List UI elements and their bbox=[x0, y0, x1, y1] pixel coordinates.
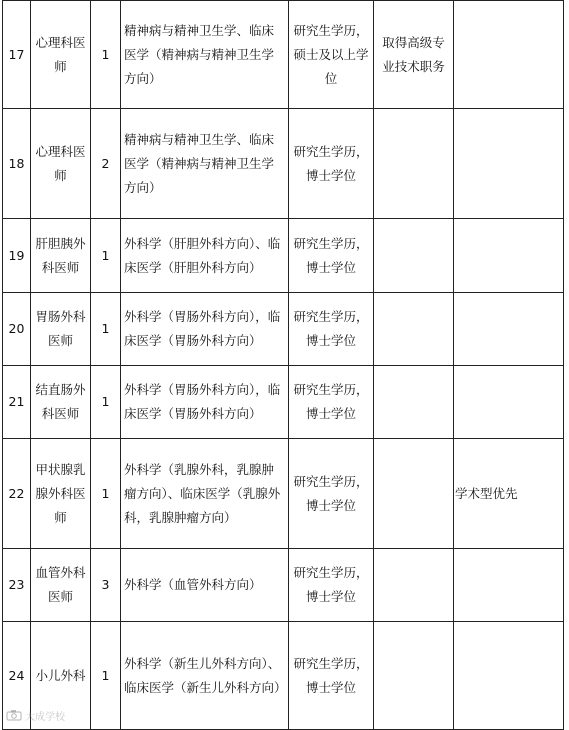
position-cell: 血管外科医师 bbox=[31, 549, 91, 622]
requirement-cell bbox=[374, 622, 454, 730]
note-cell bbox=[454, 622, 564, 730]
degree-cell: 研究生学历，博士学位 bbox=[289, 549, 374, 622]
row-number: 23 bbox=[3, 549, 31, 622]
note-cell bbox=[454, 109, 564, 219]
requirement-cell bbox=[374, 109, 454, 219]
row-number: 24 bbox=[3, 622, 31, 730]
table-row bbox=[3, 1, 564, 109]
count-cell: 3 bbox=[91, 549, 121, 622]
position-cell: 结直肠外科医师 bbox=[31, 366, 91, 439]
count-cell: 1 bbox=[91, 366, 121, 439]
specialty-cell: 外科学（胃肠外科方向），临床医学（胃肠外科方向） bbox=[121, 366, 289, 439]
degree-cell: 研究生学历，硕士及以上学位 bbox=[289, 1, 374, 109]
note-cell bbox=[454, 549, 564, 622]
count-cell: 1 bbox=[91, 219, 121, 293]
position-cell: 肝胆胰外科医师 bbox=[31, 219, 91, 293]
table-row bbox=[3, 622, 564, 730]
count-cell: 1 bbox=[91, 622, 121, 730]
table-row bbox=[3, 366, 564, 439]
specialty-cell: 外科学（胃肠外科方向），临床医学（胃肠外科方向） bbox=[121, 293, 289, 366]
note-cell: 学术型优先 bbox=[454, 439, 564, 549]
count-cell: 1 bbox=[91, 293, 121, 366]
row-number: 19 bbox=[3, 219, 31, 293]
specialty-cell: 外科学（血管外科方向） bbox=[121, 549, 289, 622]
note-cell bbox=[454, 293, 564, 366]
row-number: 17 bbox=[3, 1, 31, 109]
requirement-cell bbox=[374, 293, 454, 366]
table-row bbox=[3, 549, 564, 622]
degree-cell: 研究生学历，博士学位 bbox=[289, 622, 374, 730]
requirement-cell bbox=[374, 219, 454, 293]
row-number: 22 bbox=[3, 439, 31, 549]
specialty-cell: 精神病与精神卫生学、临床医学（精神病与精神卫生学方向） bbox=[121, 1, 289, 109]
degree-cell: 研究生学历，博士学位 bbox=[289, 219, 374, 293]
requirement-cell: 取得高级专业技术职务 bbox=[374, 1, 454, 109]
position-cell: 心理科医师 bbox=[31, 109, 91, 219]
note-cell bbox=[454, 219, 564, 293]
table-row bbox=[3, 109, 564, 219]
specialty-cell: 外科学（新生儿外科方向）、临床医学（新生儿外科方向） bbox=[121, 622, 289, 730]
requirement-cell bbox=[374, 439, 454, 549]
count-cell: 1 bbox=[91, 1, 121, 109]
row-number: 20 bbox=[3, 293, 31, 366]
degree-cell: 研究生学历，博士学位 bbox=[289, 293, 374, 366]
position-cell: 甲状腺乳腺外科医师 bbox=[31, 439, 91, 549]
note-cell bbox=[454, 366, 564, 439]
note-cell bbox=[454, 1, 564, 109]
count-cell: 2 bbox=[91, 109, 121, 219]
degree-cell: 研究生学历，博士学位 bbox=[289, 109, 374, 219]
table-row bbox=[3, 439, 564, 549]
watermark-text: 大成学校 bbox=[25, 711, 65, 723]
requirement-cell bbox=[374, 366, 454, 439]
degree-cell: 研究生学历，博士学位 bbox=[289, 439, 374, 549]
specialty-cell: 精神病与精神卫生学、临床医学（精神病与精神卫生学方向） bbox=[121, 109, 289, 219]
position-cell: 胃肠外科医师 bbox=[31, 293, 91, 366]
table-row bbox=[3, 293, 564, 366]
row-number: 18 bbox=[3, 109, 31, 219]
position-cell: 小儿外科 bbox=[31, 622, 91, 730]
specialty-cell: 外科学（乳腺外科，乳腺肿瘤方向）、临床医学（乳腺外科，乳腺肿瘤方向） bbox=[121, 439, 289, 549]
position-cell: 心理科医师 bbox=[31, 1, 91, 109]
recruitment-table bbox=[2, 0, 564, 730]
table-row bbox=[3, 219, 564, 293]
degree-cell: 研究生学历，博士学位 bbox=[289, 366, 374, 439]
specialty-cell: 外科学（肝胆外科方向）、临床医学（肝胆外科方向） bbox=[121, 219, 289, 293]
count-cell: 1 bbox=[91, 439, 121, 549]
row-number: 21 bbox=[3, 366, 31, 439]
requirement-cell bbox=[374, 549, 454, 622]
